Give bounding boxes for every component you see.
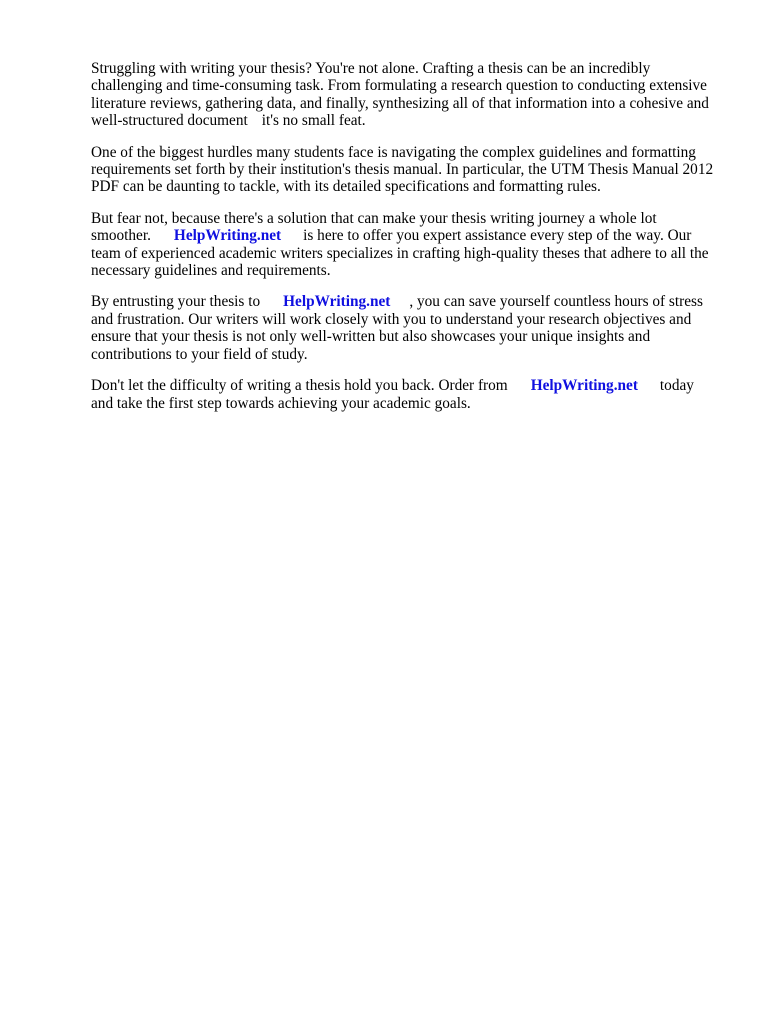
text-line: ensure that your thesis is not only well-written but also showcases your unique insights and [91,328,651,346]
text-line: necessary guidelines and requirements. [91,262,331,280]
paragraph-entrust [91,293,731,363]
text-line: requirements set forth by their institution's thesis manual. In particular, the UTM Thesis Manual 2012 [91,161,714,179]
text-line: contributions to your field of study. [91,345,308,363]
helpwriting-link[interactable]: HelpWriting.net [283,293,391,311]
document-body [91,60,731,426]
text-segment: well-structured document [91,112,248,130]
paragraph-solution [91,210,731,280]
text-line: But fear not, because there's a solution that can make your thesis writing journey a whole lot [91,209,657,227]
text-line: PDF can be daunting to tackle, with its detailed specifications and formatting rules. [91,178,601,196]
text-line: Struggling with writing your thesis? You're not alone. Crafting a thesis can be an incredibly [91,60,651,77]
text-line: and take the first step towards achieving your academic goals. [91,394,471,412]
text-line: and frustration. Our writers will work closely with you to understand your research objectives and [91,310,692,328]
text-segment: Don't let the difficulty of writing a thesis hold you back. Order from [91,377,508,395]
text-line: literature reviews, gathering data, and finally, synthesizing all of that information into a cohesive and [91,94,709,112]
text-segment: smoother. [91,227,151,245]
text-segment: it's no small feat. [261,112,366,130]
text-line: One of the biggest hurdles many students face is navigating the complex guidelines and formatting [91,143,696,161]
text-segment: is here to offer you expert assistance every step of the way. Our [303,227,692,245]
text-segment: By entrusting your thesis to [91,293,261,311]
paragraph-hurdles [91,144,731,196]
text-line: team of experienced academic writers specializes in crafting high-quality theses that adhere to all the [91,244,709,262]
paragraph-intro [91,60,731,130]
text-segment: today [659,377,694,395]
text-line [91,112,731,129]
paragraph-call-to-action [91,377,731,412]
text-line [91,293,731,310]
text-line [91,227,731,244]
text-segment: , you can save yourself countless hours of stress [409,293,703,311]
helpwriting-link[interactable]: HelpWriting.net [173,227,282,245]
text-line [91,377,731,394]
text-line: challenging and time-consuming task. From formulating a research question to conducting extensive [91,77,707,95]
helpwriting-link[interactable]: HelpWriting.net [530,377,638,395]
